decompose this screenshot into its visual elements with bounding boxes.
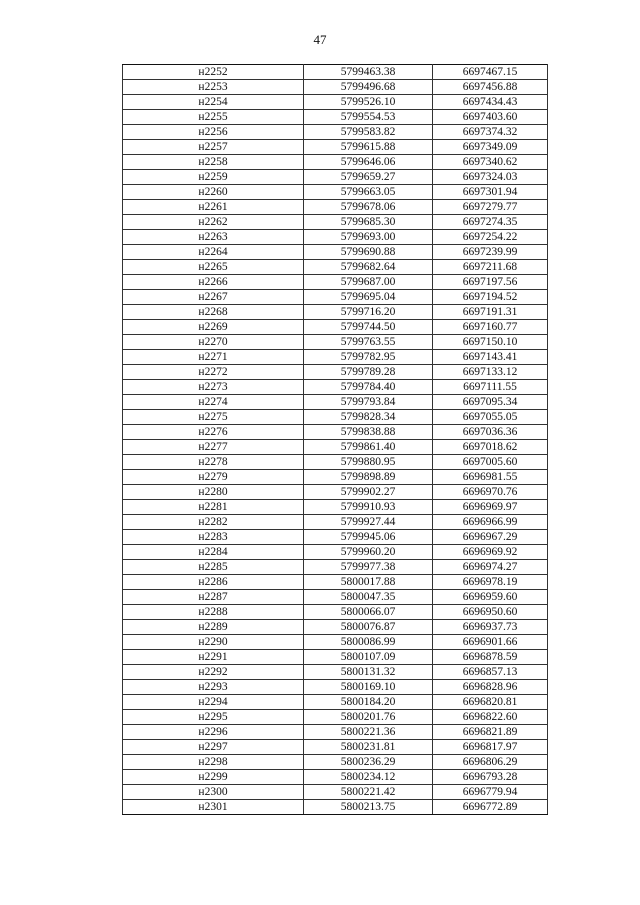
y-coordinate-cell: 6696974.27 — [433, 560, 548, 575]
table-row — [123, 155, 548, 170]
x-coordinate-cell: 5799496.68 — [304, 80, 433, 95]
y-coordinate-cell: 6697111.55 — [433, 380, 548, 395]
table-row — [123, 320, 548, 335]
x-coordinate-cell: 5800017.88 — [304, 575, 433, 590]
point-id-cell: н2291 — [123, 650, 304, 665]
point-id-cell: н2267 — [123, 290, 304, 305]
y-coordinate-cell: 6697403.60 — [433, 110, 548, 125]
y-coordinate-cell: 6696901.66 — [433, 635, 548, 650]
y-coordinate-cell: 6696970.76 — [433, 485, 548, 500]
y-coordinate-cell: 6696828.96 — [433, 680, 548, 695]
x-coordinate-cell: 5800184.20 — [304, 695, 433, 710]
point-id-cell: н2264 — [123, 245, 304, 260]
x-coordinate-cell: 5800221.42 — [304, 785, 433, 800]
point-id-cell: н2297 — [123, 740, 304, 755]
table-row — [123, 665, 548, 680]
x-coordinate-cell: 5799945.06 — [304, 530, 433, 545]
page-number: 47 — [313, 32, 327, 47]
table-row — [123, 215, 548, 230]
y-coordinate-cell: 6696969.97 — [433, 500, 548, 515]
point-id-cell: н2268 — [123, 305, 304, 320]
x-coordinate-cell: 5799744.50 — [304, 320, 433, 335]
y-coordinate-cell: 6697324.03 — [433, 170, 548, 185]
table-row — [123, 470, 548, 485]
y-coordinate-cell: 6696779.94 — [433, 785, 548, 800]
point-id-cell: н2255 — [123, 110, 304, 125]
x-coordinate-cell: 5799690.88 — [304, 245, 433, 260]
point-id-cell: н2254 — [123, 95, 304, 110]
point-id-cell: н2258 — [123, 155, 304, 170]
point-id-cell: н2299 — [123, 770, 304, 785]
y-coordinate-cell: 6696966.99 — [433, 515, 548, 530]
coordinates-table-body — [123, 65, 548, 815]
y-coordinate-cell: 6697274.35 — [433, 215, 548, 230]
x-coordinate-cell: 5800131.32 — [304, 665, 433, 680]
x-coordinate-cell: 5799678.06 — [304, 200, 433, 215]
table-row — [123, 710, 548, 725]
point-id-cell: н2288 — [123, 605, 304, 620]
y-coordinate-cell: 6697301.94 — [433, 185, 548, 200]
table-row — [123, 140, 548, 155]
point-id-cell: н2281 — [123, 500, 304, 515]
x-coordinate-cell: 5799977.38 — [304, 560, 433, 575]
y-coordinate-cell: 6696817.97 — [433, 740, 548, 755]
y-coordinate-cell: 6696793.28 — [433, 770, 548, 785]
table-row — [123, 620, 548, 635]
point-id-cell: н2273 — [123, 380, 304, 395]
point-id-cell: н2301 — [123, 800, 304, 815]
x-coordinate-cell: 5799861.40 — [304, 440, 433, 455]
table-row — [123, 635, 548, 650]
x-coordinate-cell: 5799789.28 — [304, 365, 433, 380]
point-id-cell: н2256 — [123, 125, 304, 140]
table-row — [123, 365, 548, 380]
x-coordinate-cell: 5799763.55 — [304, 335, 433, 350]
point-id-cell: н2292 — [123, 665, 304, 680]
point-id-cell: н2298 — [123, 755, 304, 770]
point-id-cell: н2296 — [123, 725, 304, 740]
x-coordinate-cell: 5799784.40 — [304, 380, 433, 395]
point-id-cell: н2278 — [123, 455, 304, 470]
y-coordinate-cell: 6697194.52 — [433, 290, 548, 305]
y-coordinate-cell: 6697036.36 — [433, 425, 548, 440]
point-id-cell: н2271 — [123, 350, 304, 365]
point-id-cell: н2285 — [123, 560, 304, 575]
table-row — [123, 800, 548, 815]
point-id-cell: н2282 — [123, 515, 304, 530]
table-row — [123, 110, 548, 125]
y-coordinate-cell: 6696959.60 — [433, 590, 548, 605]
coordinates-table — [122, 64, 548, 815]
point-id-cell: н2284 — [123, 545, 304, 560]
x-coordinate-cell: 5799782.95 — [304, 350, 433, 365]
y-coordinate-cell: 6696857.13 — [433, 665, 548, 680]
table-row — [123, 440, 548, 455]
y-coordinate-cell: 6696978.19 — [433, 575, 548, 590]
x-coordinate-cell: 5800066.07 — [304, 605, 433, 620]
point-id-cell: н2269 — [123, 320, 304, 335]
y-coordinate-cell: 6697191.31 — [433, 305, 548, 320]
x-coordinate-cell: 5799898.89 — [304, 470, 433, 485]
y-coordinate-cell: 6697055.05 — [433, 410, 548, 425]
y-coordinate-cell: 6697239.99 — [433, 245, 548, 260]
x-coordinate-cell: 5800231.81 — [304, 740, 433, 755]
y-coordinate-cell: 6696822.60 — [433, 710, 548, 725]
point-id-cell: н2277 — [123, 440, 304, 455]
x-coordinate-cell: 5800234.12 — [304, 770, 433, 785]
point-id-cell: н2276 — [123, 425, 304, 440]
y-coordinate-cell: 6697197.56 — [433, 275, 548, 290]
table-row — [123, 515, 548, 530]
table-row — [123, 395, 548, 410]
table-row — [123, 335, 548, 350]
x-coordinate-cell: 5799828.34 — [304, 410, 433, 425]
table-row — [123, 575, 548, 590]
point-id-cell: н2279 — [123, 470, 304, 485]
table-row — [123, 245, 548, 260]
table-row — [123, 605, 548, 620]
point-id-cell: н2289 — [123, 620, 304, 635]
x-coordinate-cell: 5799685.30 — [304, 215, 433, 230]
table-row — [123, 410, 548, 425]
x-coordinate-cell: 5800107.09 — [304, 650, 433, 665]
y-coordinate-cell: 6696969.92 — [433, 545, 548, 560]
point-id-cell: н2253 — [123, 80, 304, 95]
point-id-cell: н2295 — [123, 710, 304, 725]
x-coordinate-cell: 5800169.10 — [304, 680, 433, 695]
y-coordinate-cell: 6697095.34 — [433, 395, 548, 410]
x-coordinate-cell: 5799583.82 — [304, 125, 433, 140]
point-id-cell: н2283 — [123, 530, 304, 545]
x-coordinate-cell: 5799526.10 — [304, 95, 433, 110]
point-id-cell: н2266 — [123, 275, 304, 290]
table-row — [123, 545, 548, 560]
table-row — [123, 755, 548, 770]
x-coordinate-cell: 5799659.27 — [304, 170, 433, 185]
x-coordinate-cell: 5799960.20 — [304, 545, 433, 560]
y-coordinate-cell: 6696878.59 — [433, 650, 548, 665]
x-coordinate-cell: 5799663.05 — [304, 185, 433, 200]
x-coordinate-cell: 5800221.36 — [304, 725, 433, 740]
table-row — [123, 350, 548, 365]
table-row — [123, 275, 548, 290]
point-id-cell: н2286 — [123, 575, 304, 590]
point-id-cell: н2294 — [123, 695, 304, 710]
point-id-cell: н2259 — [123, 170, 304, 185]
point-id-cell: н2260 — [123, 185, 304, 200]
point-id-cell: н2290 — [123, 635, 304, 650]
table-row — [123, 485, 548, 500]
x-coordinate-cell: 5799910.93 — [304, 500, 433, 515]
x-coordinate-cell: 5799695.04 — [304, 290, 433, 305]
x-coordinate-cell: 5799646.06 — [304, 155, 433, 170]
table-row — [123, 695, 548, 710]
point-id-cell: н2252 — [123, 65, 304, 80]
table-row — [123, 425, 548, 440]
x-coordinate-cell: 5800086.99 — [304, 635, 433, 650]
table-row — [123, 785, 548, 800]
y-coordinate-cell: 6697211.68 — [433, 260, 548, 275]
table-row — [123, 455, 548, 470]
x-coordinate-cell: 5799927.44 — [304, 515, 433, 530]
point-id-cell: н2257 — [123, 140, 304, 155]
y-coordinate-cell: 6697150.10 — [433, 335, 548, 350]
y-coordinate-cell: 6697279.77 — [433, 200, 548, 215]
point-id-cell: н2265 — [123, 260, 304, 275]
y-coordinate-cell: 6697340.62 — [433, 155, 548, 170]
x-coordinate-cell: 5799682.64 — [304, 260, 433, 275]
x-coordinate-cell: 5800213.75 — [304, 800, 433, 815]
y-coordinate-cell: 6696981.55 — [433, 470, 548, 485]
x-coordinate-cell: 5799793.84 — [304, 395, 433, 410]
x-coordinate-cell: 5799880.95 — [304, 455, 433, 470]
y-coordinate-cell: 6697434.43 — [433, 95, 548, 110]
y-coordinate-cell: 6696821.89 — [433, 725, 548, 740]
y-coordinate-cell: 6697160.77 — [433, 320, 548, 335]
point-id-cell: н2261 — [123, 200, 304, 215]
y-coordinate-cell: 6696820.81 — [433, 695, 548, 710]
table-row — [123, 230, 548, 245]
point-id-cell: н2262 — [123, 215, 304, 230]
x-coordinate-cell: 5800236.29 — [304, 755, 433, 770]
y-coordinate-cell: 6697349.09 — [433, 140, 548, 155]
y-coordinate-cell: 6696772.89 — [433, 800, 548, 815]
y-coordinate-cell: 6697133.12 — [433, 365, 548, 380]
x-coordinate-cell: 5799693.00 — [304, 230, 433, 245]
point-id-cell: н2270 — [123, 335, 304, 350]
x-coordinate-cell: 5799902.27 — [304, 485, 433, 500]
y-coordinate-cell: 6696806.29 — [433, 755, 548, 770]
y-coordinate-cell: 6697143.41 — [433, 350, 548, 365]
point-id-cell: н2287 — [123, 590, 304, 605]
x-coordinate-cell: 5799554.53 — [304, 110, 433, 125]
table-row — [123, 770, 548, 785]
y-coordinate-cell: 6697018.62 — [433, 440, 548, 455]
y-coordinate-cell: 6696950.60 — [433, 605, 548, 620]
table-row — [123, 650, 548, 665]
x-coordinate-cell: 5799838.88 — [304, 425, 433, 440]
table-row — [123, 590, 548, 605]
point-id-cell: н2293 — [123, 680, 304, 695]
point-id-cell: н2272 — [123, 365, 304, 380]
point-id-cell: н2275 — [123, 410, 304, 425]
x-coordinate-cell: 5799716.20 — [304, 305, 433, 320]
point-id-cell: н2274 — [123, 395, 304, 410]
y-coordinate-cell: 6696937.73 — [433, 620, 548, 635]
table-row — [123, 260, 548, 275]
x-coordinate-cell: 5799463.38 — [304, 65, 433, 80]
table-row — [123, 740, 548, 755]
table-row — [123, 95, 548, 110]
point-id-cell: н2300 — [123, 785, 304, 800]
x-coordinate-cell: 5800047.35 — [304, 590, 433, 605]
table-row — [123, 185, 548, 200]
table-row — [123, 380, 548, 395]
x-coordinate-cell: 5799687.00 — [304, 275, 433, 290]
y-coordinate-cell: 6697374.32 — [433, 125, 548, 140]
table-row — [123, 560, 548, 575]
y-coordinate-cell: 6697254.22 — [433, 230, 548, 245]
y-coordinate-cell: 6697456.88 — [433, 80, 548, 95]
table-row — [123, 170, 548, 185]
table-row — [123, 530, 548, 545]
table-row — [123, 125, 548, 140]
point-id-cell: н2263 — [123, 230, 304, 245]
table-row — [123, 305, 548, 320]
table-row — [123, 725, 548, 740]
table-row — [123, 500, 548, 515]
x-coordinate-cell: 5799615.88 — [304, 140, 433, 155]
point-id-cell: н2280 — [123, 485, 304, 500]
x-coordinate-cell: 5800201.76 — [304, 710, 433, 725]
table-row — [123, 65, 548, 80]
table-row — [123, 290, 548, 305]
y-coordinate-cell: 6697005.60 — [433, 455, 548, 470]
table-row — [123, 680, 548, 695]
y-coordinate-cell: 6696967.29 — [433, 530, 548, 545]
table-row — [123, 80, 548, 95]
table-row — [123, 200, 548, 215]
x-coordinate-cell: 5800076.87 — [304, 620, 433, 635]
y-coordinate-cell: 6697467.15 — [433, 65, 548, 80]
